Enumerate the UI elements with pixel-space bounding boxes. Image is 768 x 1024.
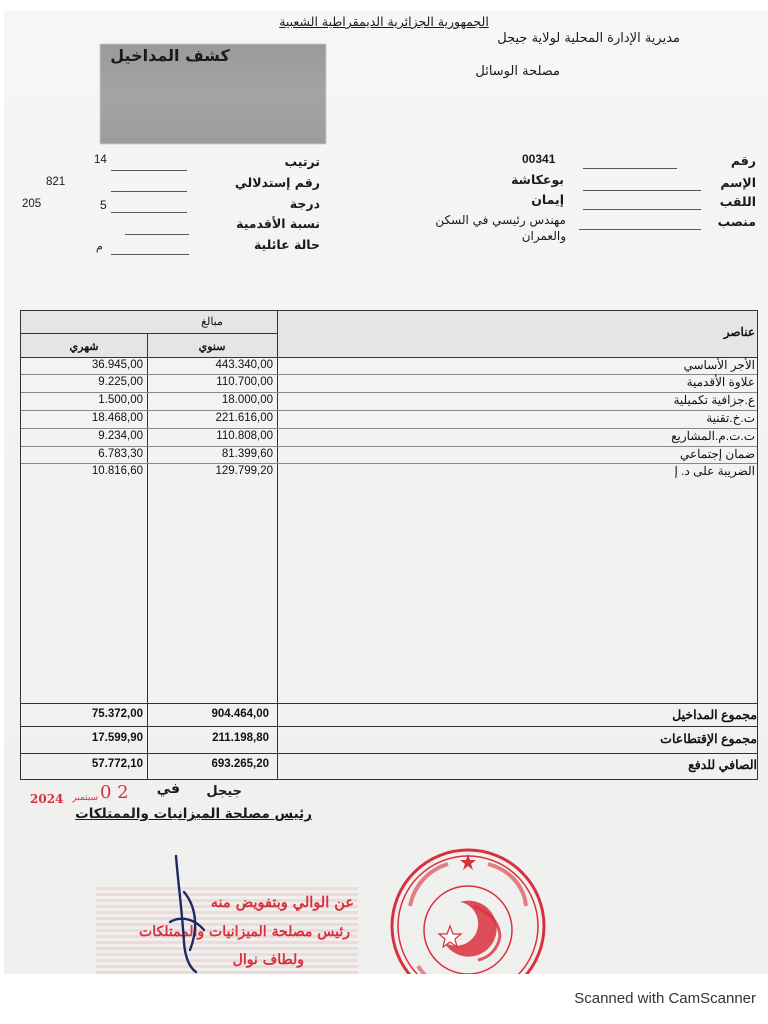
- grade-value: 5: [100, 198, 107, 212]
- elements-header: عناصر: [723, 325, 755, 339]
- post-value-line1: مهندس رئيسي في السكن: [435, 213, 566, 227]
- grade-line: [111, 212, 187, 213]
- table-cell-monthly: 36.945,00: [91, 359, 143, 371]
- total-cell-monthly: 17.599,90: [91, 732, 143, 744]
- directorate-heading: مديرية الإدارة المحلية لولاية جيجل: [497, 31, 680, 46]
- family-value: م: [96, 240, 103, 253]
- scanner-footer: [0, 974, 768, 1024]
- totals-divider: [21, 726, 757, 727]
- table-cell-monthly: 6.783,30: [98, 448, 143, 460]
- grade-extra-value: 205: [22, 198, 42, 210]
- index-label: رقم إستدلالي: [234, 175, 320, 190]
- totals-divider: [21, 703, 757, 704]
- signature-date-month: سبتمبر: [72, 793, 98, 803]
- table-cell-annual: 221.616,00: [215, 412, 273, 424]
- total-cell-monthly: 75.372,00: [91, 708, 143, 720]
- annual-header: سنوي: [198, 341, 226, 353]
- table-cell-label: الأجر الأساسي: [683, 358, 755, 372]
- signature-place: جيجل: [206, 784, 242, 799]
- table-cell-monthly: 18.468,00: [91, 412, 143, 424]
- surname-value: إيمان: [531, 192, 564, 207]
- name-label: الإسم: [720, 175, 756, 190]
- rank-line: [111, 170, 187, 171]
- signature-date-year: 2024: [30, 792, 64, 806]
- seniority-line: [125, 234, 189, 235]
- table-cell-label: ضمان إجتماعي: [679, 447, 755, 461]
- table-cell-monthly: 1.500,00: [98, 394, 143, 406]
- table-cell-monthly: 9.234,00: [98, 430, 143, 442]
- total-cell-annual: 904.464,00: [211, 708, 269, 720]
- table-cell-monthly: 10.816,60: [91, 465, 143, 477]
- handwritten-signature: [160, 852, 220, 974]
- col-divider: [277, 311, 278, 779]
- total-cell-monthly: 57.772,10: [91, 758, 143, 770]
- official-stamp: [96, 884, 358, 974]
- index-value: 821: [46, 176, 66, 188]
- income-table: [20, 310, 758, 780]
- table-cell-annual: 18.000,00: [221, 394, 273, 406]
- table-cell-annual: 110.700,00: [216, 376, 273, 388]
- header-divider: [21, 333, 278, 334]
- service-heading: مصلحة الوسائل: [475, 64, 560, 79]
- table-cell-label: ع.جزافية تكميلية: [673, 393, 755, 407]
- stamp-line-2: رئيس مصلحة الميزانيات والممتلكات: [139, 924, 350, 940]
- signer-title: رئيس مصلحة الميزانيات والممتلكات: [75, 806, 312, 822]
- post-label: منصب: [717, 214, 756, 229]
- surname-label: اللقب: [719, 194, 756, 209]
- table-cell-annual: 129.799,20: [215, 465, 273, 477]
- grade-label: درجة: [289, 196, 320, 211]
- stamp-line-1: عن الوالي وبتفويض منه: [210, 894, 354, 911]
- family-label: حالة عائلية: [253, 237, 320, 252]
- amounts-header: مبالغ: [201, 316, 223, 328]
- table-cell-label: علاوة الأقدمية: [686, 375, 755, 389]
- table-cell-annual: 110.808,00: [216, 430, 273, 442]
- post-value-line2: والعمران: [521, 229, 566, 243]
- total-cell-label: الصافي للدفع: [688, 758, 757, 772]
- table-cell-annual: 443.340,00: [215, 359, 273, 371]
- total-cell-label: مجموع الإقتطاعات: [660, 732, 757, 746]
- table-cell-annual: 81.399,60: [221, 448, 273, 460]
- family-line: [111, 254, 189, 255]
- table-cell-monthly: 9.225,00: [98, 376, 143, 388]
- totals-divider: [21, 753, 757, 754]
- table-cell-label: ت.ت.م.المشاريع: [671, 429, 755, 443]
- document-title: كشف المداخيل: [110, 46, 230, 65]
- name-value: بوعكاشة: [511, 172, 564, 187]
- table-cell-label: الضريبة على د. إ: [674, 464, 755, 478]
- scanner-watermark-text: Scanned with CamScanner: [574, 990, 756, 1007]
- rank-value: 14: [94, 154, 107, 166]
- number-line: [583, 168, 677, 169]
- signature-in-word: في: [156, 781, 180, 797]
- post-line: [579, 229, 701, 230]
- number-label: رقم: [730, 153, 756, 168]
- monthly-header: شهري: [69, 341, 99, 353]
- index-line: [111, 191, 187, 192]
- total-cell-annual: 211.198,80: [212, 732, 269, 744]
- surname-line: [583, 209, 701, 210]
- number-value: 00341: [522, 152, 556, 166]
- seniority-label: نسبة الأقدمية: [236, 216, 320, 231]
- rank-label: ترتيب: [284, 154, 320, 169]
- total-cell-annual: 693.265,20: [211, 758, 269, 770]
- total-cell-label: مجموع المداخيل: [672, 708, 757, 722]
- signature-date-day: 0 2: [100, 782, 129, 803]
- name-line: [583, 190, 701, 191]
- republic-heading: الجمهورية الجزائرية الديمقراطية الشعبية: [279, 14, 489, 29]
- stamp-line-3: ولطاف نوال: [232, 952, 304, 968]
- table-cell-label: ت.خ.تقنية: [706, 411, 755, 425]
